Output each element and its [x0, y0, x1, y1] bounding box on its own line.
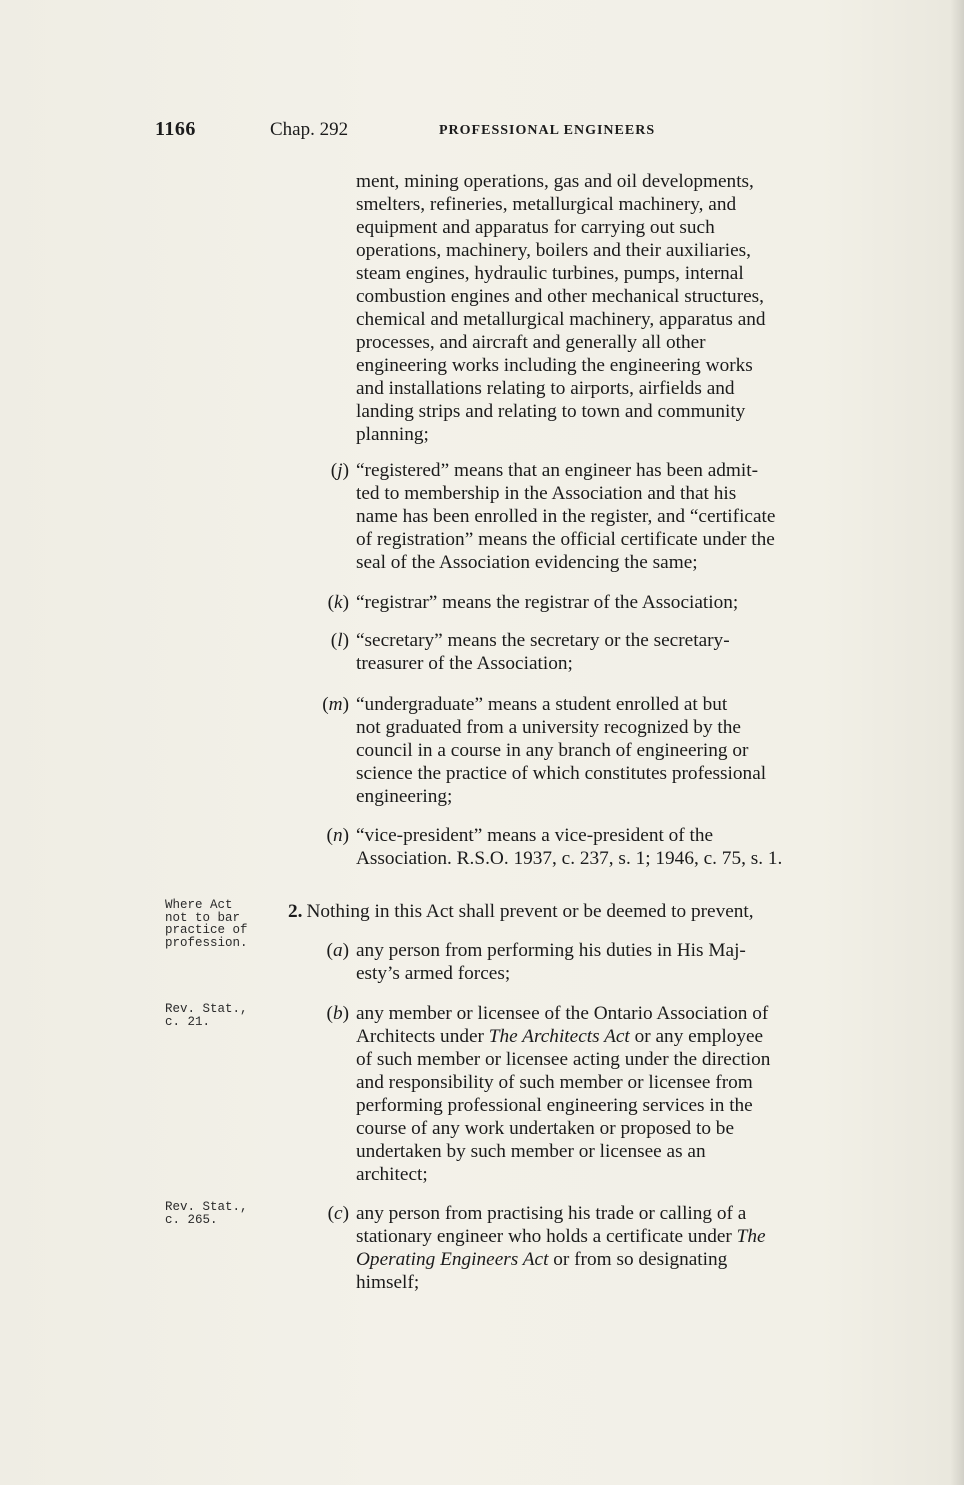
- text-line: “registrar” means the registrar of the Association;: [356, 592, 739, 613]
- item-label: (a): [326, 940, 349, 961]
- item-label: (b): [326, 1003, 349, 1024]
- text-line: science the practice of which constitutes professional: [356, 763, 767, 784]
- clause-text: [356, 629, 846, 675]
- text-line: “registered” means that an engineer has been admit-: [356, 460, 759, 481]
- text-line: esty’s armed forces;: [356, 963, 511, 984]
- item-text: [356, 1002, 846, 1186]
- margin-note-section-2: Where Act not to bar practice of profession.: [165, 898, 248, 950]
- text-line: performing professional engineering services in the: [356, 1095, 753, 1116]
- text-line: architect;: [356, 1164, 428, 1185]
- clause-text: [356, 824, 846, 870]
- text-line: “secretary” means the secretary or the secretary-: [356, 630, 730, 651]
- text-line: operations, machinery, boilers and their auxiliaries,: [356, 240, 751, 261]
- clause-text: [356, 459, 846, 574]
- margin-note-rev-stat-c265: Rev. Stat., c. 265.: [165, 1200, 248, 1227]
- clause-label: (l): [330, 630, 349, 651]
- page-header: [155, 118, 855, 146]
- text-line: combustion engines and other mechanical structures,: [356, 286, 764, 307]
- text-line: course of any work undertaken or proposed to be: [356, 1118, 735, 1139]
- text-line: Operating Engineers Act or from so designating: [356, 1249, 728, 1270]
- clause-label: (n): [326, 825, 349, 846]
- text-line: ment, mining operations, gas and oil developments,: [356, 171, 754, 192]
- margin-note-rev-stat-c21: Rev. Stat., c. 21.: [165, 1002, 248, 1029]
- text-line: of such member or licensee acting under the direction: [356, 1049, 771, 1070]
- text-line: planning;: [356, 424, 429, 445]
- item-label: (c): [327, 1203, 349, 1224]
- text-line: Association. R.S.O. 1937, c. 237, s. 1; 1946, c. 75, s. 1.: [356, 848, 783, 869]
- text-line: treasurer of the Association;: [356, 653, 573, 674]
- text-line: any member or licensee of the Ontario Association of: [356, 1003, 769, 1024]
- text-line: undertaken by such member or licensee as an: [356, 1141, 706, 1162]
- text-line: Architects under The Architects Act or any employee: [356, 1026, 764, 1047]
- text-line: and installations relating to airports, airfields and: [356, 378, 735, 399]
- text-line: smelters, refineries, metallurgical machinery, and: [356, 194, 737, 215]
- clause-text: [356, 693, 846, 808]
- text-line: ted to membership in the Association and that his: [356, 483, 737, 504]
- section-number: 2.: [288, 901, 303, 922]
- item-text: [356, 1202, 846, 1294]
- text-line: himself;: [356, 1272, 420, 1293]
- item-text: [356, 939, 846, 985]
- text-line: and responsibility of such member or licensee from: [356, 1072, 753, 1093]
- text-line: engineering works including the engineering works: [356, 355, 753, 376]
- text-line: “vice-president” means a vice-president of the: [356, 825, 714, 846]
- act-title: Operating Engineers Act: [356, 1249, 549, 1270]
- clause-label: (j): [330, 460, 349, 481]
- clause-text: [356, 591, 846, 614]
- act-title: The Architects Act: [488, 1026, 630, 1047]
- text-line: stationary engineer who holds a certificate under The: [356, 1226, 766, 1247]
- text-line: not graduated from a university recognized by the: [356, 717, 741, 738]
- text-line: council in a course in any branch of engineering or: [356, 740, 749, 761]
- text-line: any person from performing his duties in His Maj-: [356, 940, 746, 961]
- text-line: “undergraduate” means a student enrolled at but: [356, 694, 728, 715]
- act-title: The: [736, 1226, 766, 1247]
- chapter-reference: Chap. 292: [270, 119, 349, 140]
- text-line: equipment and apparatus for carrying out such: [356, 217, 715, 238]
- text-line: name has been enrolled in the register, and “certificate: [356, 506, 776, 527]
- section-lead-text: Nothing in this Act shall prevent or be deemed to prevent,: [306, 901, 754, 922]
- text-line: of registration” means the official certificate under the: [356, 529, 775, 550]
- page-number: 1166: [155, 118, 196, 140]
- continuation-paragraph: [356, 170, 846, 446]
- text-line: processes, and aircraft and generally all other: [356, 332, 706, 353]
- running-title: PROFESSIONAL ENGINEERS: [439, 123, 656, 138]
- text-line: steam engines, hydraulic turbines, pumps, internal: [356, 263, 744, 284]
- text-line: landing strips and relating to town and community: [356, 401, 746, 422]
- text-line: seal of the Association evidencing the same;: [356, 552, 698, 573]
- text-line: engineering;: [356, 786, 453, 807]
- page-edge-shadow: [950, 0, 964, 1485]
- clause-label: (k): [327, 592, 349, 613]
- text-line: chemical and metallurgical machinery, apparatus and: [356, 309, 766, 330]
- section-2: [288, 900, 848, 923]
- text-line: any person from practising his trade or calling of a: [356, 1203, 747, 1224]
- clause-label: (m): [322, 694, 349, 715]
